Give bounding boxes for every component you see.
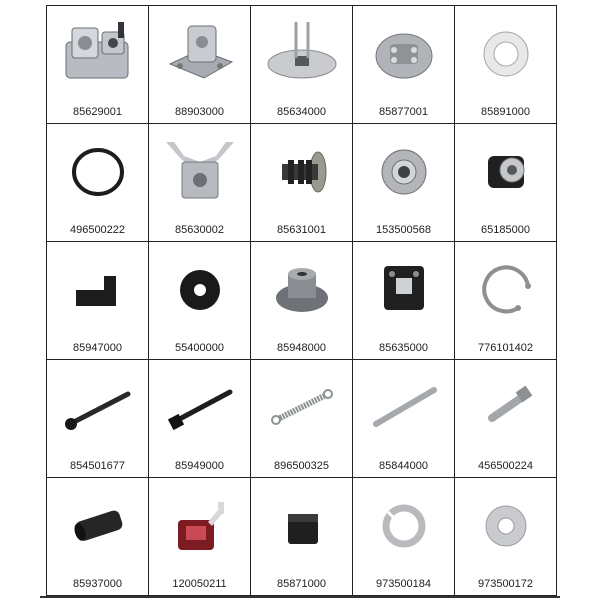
round-plate-with-pins-icon — [262, 14, 342, 92]
part-code: 120050211 — [172, 578, 227, 590]
rubber-washer-icon — [160, 250, 240, 328]
part-code: 65185000 — [481, 224, 530, 236]
part-cell[interactable] — [455, 124, 557, 242]
part-cell[interactable] — [251, 478, 353, 596]
part-cell[interactable] — [251, 242, 353, 360]
fan-bracket-icon — [160, 132, 240, 210]
part-code: 153500568 — [375, 224, 432, 236]
part-cell[interactable] — [47, 242, 149, 360]
part-cell[interactable] — [47, 6, 149, 124]
steel-pin-icon — [364, 368, 444, 446]
cylindrical-sleeve-icon — [58, 486, 138, 564]
part-code: 456500224 — [477, 460, 534, 472]
part-cell[interactable] — [251, 360, 353, 478]
part-code: 896500325 — [273, 460, 330, 472]
part-cell[interactable] — [149, 6, 251, 124]
part-code: 85937000 — [73, 578, 122, 590]
part-code: 85635000 — [379, 342, 428, 354]
part-cell[interactable] — [353, 242, 455, 360]
part-code: 85948000 — [277, 342, 326, 354]
rubber-block-icon — [262, 486, 342, 564]
thin-washer-icon — [466, 14, 546, 92]
part-cell[interactable] — [149, 242, 251, 360]
bottom-divider — [40, 596, 560, 598]
part-code: 85629001 — [73, 106, 122, 118]
part-code: 85877001 — [379, 106, 428, 118]
part-code: 85949000 — [175, 460, 224, 472]
part-code: 85634000 — [277, 106, 326, 118]
part-cell[interactable] — [47, 360, 149, 478]
part-code: 88903000 — [175, 106, 224, 118]
part-code: 776101402 — [477, 342, 534, 354]
part-code: 854501677 — [69, 460, 126, 472]
clamp-bracket-icon — [58, 14, 138, 92]
circlip-icon — [466, 250, 546, 328]
part-cell[interactable] — [455, 478, 557, 596]
part-code: 496500222 — [69, 224, 126, 236]
part-code: 85630002 — [175, 224, 224, 236]
part-cell[interactable] — [353, 124, 455, 242]
part-code: 85891000 — [481, 106, 530, 118]
part-code: 85844000 — [379, 460, 428, 472]
part-code: 85947000 — [73, 342, 122, 354]
part-cell[interactable] — [353, 478, 455, 596]
part-cell[interactable] — [251, 6, 353, 124]
long-bolt-icon — [58, 368, 138, 446]
part-code: 973500184 — [375, 578, 432, 590]
ball-bearing-icon — [364, 132, 444, 210]
part-cell[interactable] — [455, 360, 557, 478]
part-cell[interactable] — [47, 478, 149, 596]
tension-spring-icon — [262, 368, 342, 446]
part-cell[interactable] — [455, 242, 557, 360]
rubber-bushing-icon — [466, 132, 546, 210]
gear-plate-icon — [364, 14, 444, 92]
o-ring-icon — [58, 132, 138, 210]
part-code: 55400000 — [175, 342, 224, 354]
part-cell[interactable] — [149, 360, 251, 478]
part-cell[interactable] — [149, 124, 251, 242]
part-cell[interactable] — [353, 360, 455, 478]
part-code: 85631001 — [277, 224, 326, 236]
part-cell[interactable] — [353, 6, 455, 124]
l-bracket-icon — [58, 250, 138, 328]
pulley-icon — [262, 250, 342, 328]
part-code: 85871000 — [277, 578, 326, 590]
part-cell[interactable] — [251, 124, 353, 242]
flat-washer-icon — [466, 486, 546, 564]
part-cell[interactable] — [47, 124, 149, 242]
shouldered-pin-icon — [466, 368, 546, 446]
square-block-icon — [364, 250, 444, 328]
aluminum-housing-icon — [160, 14, 240, 92]
geared-shaft-icon — [160, 368, 240, 446]
part-cell[interactable] — [455, 6, 557, 124]
split-lock-washer-icon — [364, 486, 444, 564]
parts-grid — [46, 5, 557, 596]
part-code: 973500172 — [477, 578, 534, 590]
part-cell[interactable] — [149, 478, 251, 596]
spring-shaft-assembly-icon — [262, 132, 342, 210]
threadlocker-bottle-icon — [160, 486, 240, 564]
